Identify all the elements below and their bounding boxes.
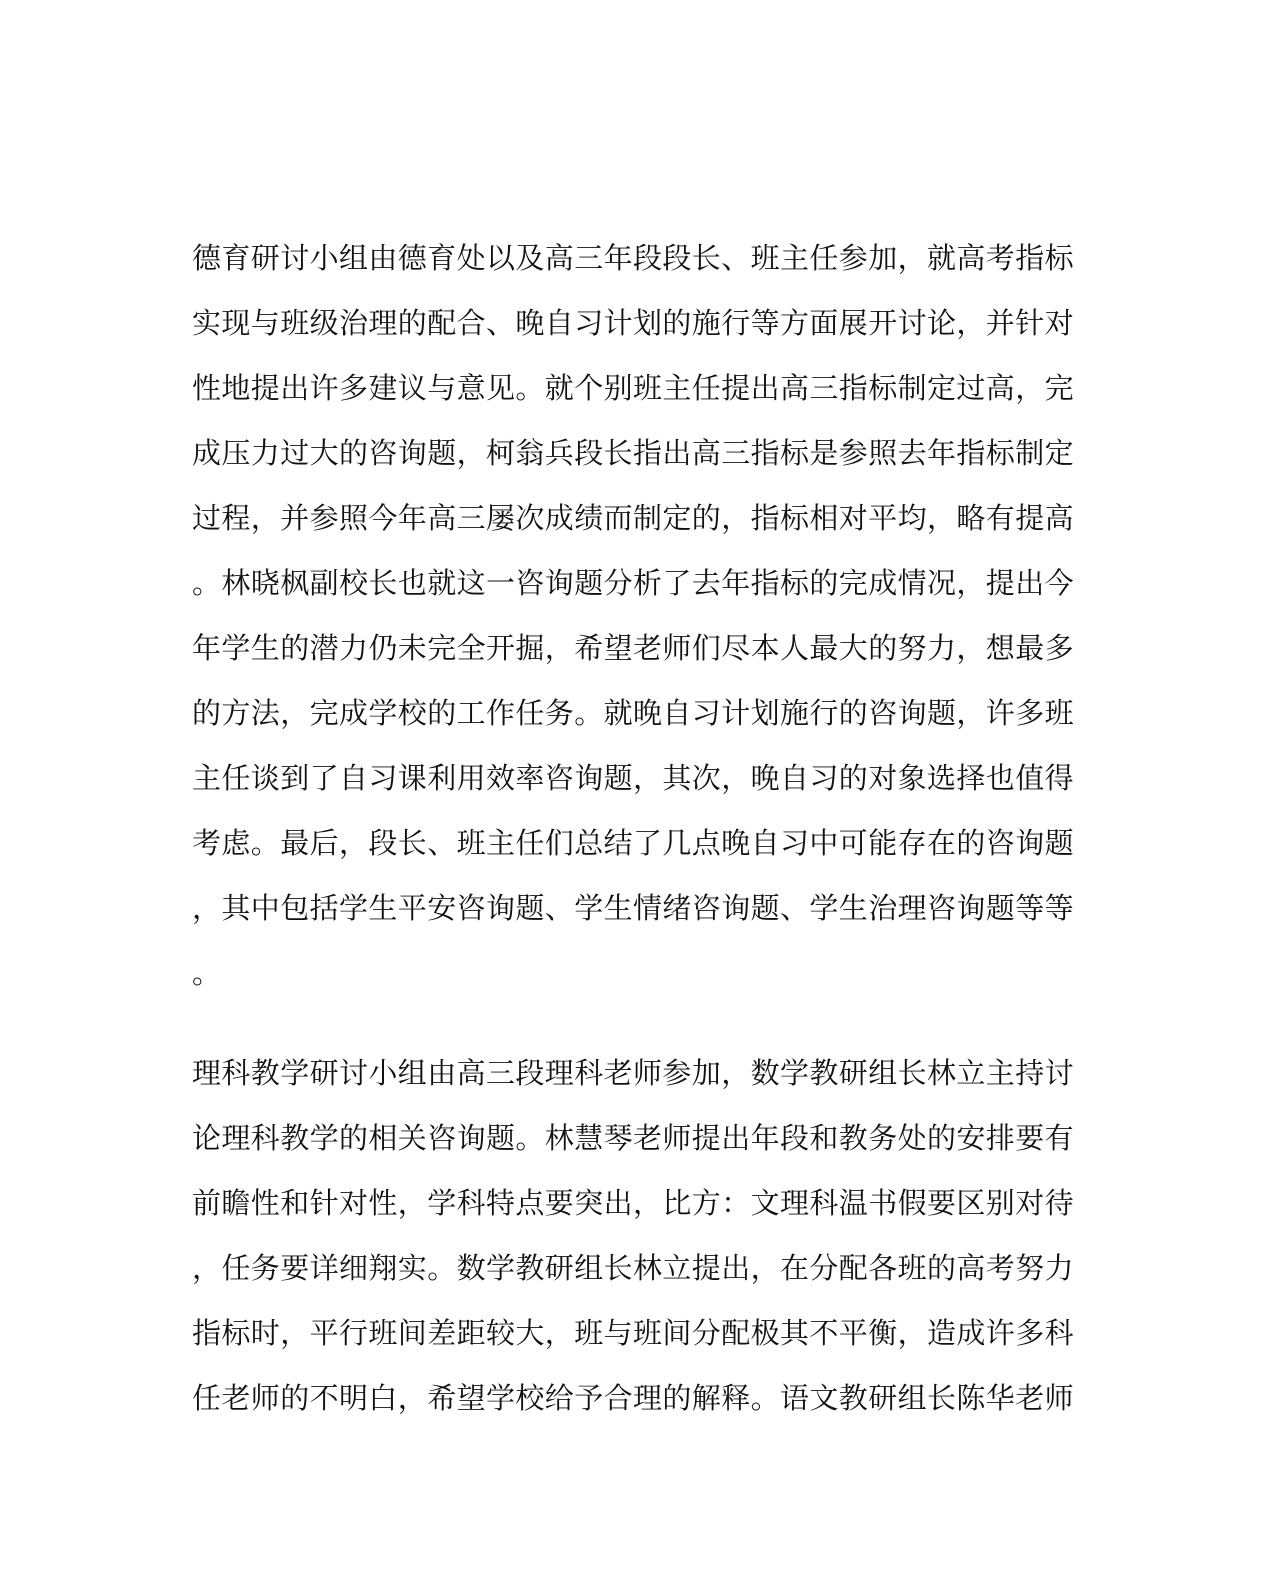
paragraph-line: 性地提出许多建议与意见。就个别班主任提出高三指标制定过高，完 xyxy=(192,371,1075,405)
paragraph-line: 理科教学研讨小组由高三段理科老师参加，数学教研组长林立主持讨 xyxy=(192,1056,1075,1090)
paragraph-moral-education xyxy=(192,226,1075,1006)
paragraph-line: 指标时，平行班间差距较大，班与班间分配极其不平衡，造成许多科 xyxy=(192,1316,1075,1350)
paragraph-line: 考虑。最后，段长、班主任们总结了几点晚自习中可能存在的咨询题 xyxy=(192,826,1075,860)
paragraph-line: 的方法，完成学校的工作任务。就晚自习计划施行的咨询题，许多班 xyxy=(192,696,1075,730)
paragraph-science-teaching xyxy=(192,1041,1075,1431)
paragraph-line: 前瞻性和针对性，学科特点要突出，比方：文理科温书假要区别对待 xyxy=(192,1186,1075,1220)
paragraph-line: ，任务要详细翔实。数学教研组长林立提出，在分配各班的高考努力 xyxy=(192,1251,1075,1285)
paragraph-line: 德育研讨小组由德育处以及高三年段段长、班主任参加，就高考指标 xyxy=(192,241,1075,275)
paragraph-line: 成压力过大的咨询题，柯翁兵段长指出高三指标是参照去年指标制定 xyxy=(192,436,1075,470)
paragraph-line: 任老师的不明白，希望学校给予合理的解释。语文教研组长陈华老师 xyxy=(192,1381,1075,1415)
paragraph-line: 。林晓枫副校长也就这一咨询题分析了去年指标的完成情况，提出今 xyxy=(192,566,1075,600)
paragraph-line: 主任谈到了自习课利用效率咨询题，其次，晚自习的对象选择也值得 xyxy=(192,761,1075,795)
paragraph-line: 论理科教学的相关咨询题。林慧琴老师提出年段和教务处的安排要有 xyxy=(192,1121,1075,1155)
paragraph-line: 过程，并参照今年高三屡次成绩而制定的，指标相对平均，略有提高 xyxy=(192,501,1075,535)
paragraph-line: ，其中包括学生平安咨询题、学生情绪咨询题、学生治理咨询题等等 xyxy=(192,891,1075,925)
paragraph-line: 实现与班级治理的配合、晚自习计划的施行等方面展开讨论，并针对 xyxy=(192,306,1075,340)
paragraph-line: 。 xyxy=(192,956,222,990)
paragraph-line: 年学生的潜力仍未完全开掘，希望老师们尽本人最大的努力，想最多 xyxy=(192,631,1075,665)
